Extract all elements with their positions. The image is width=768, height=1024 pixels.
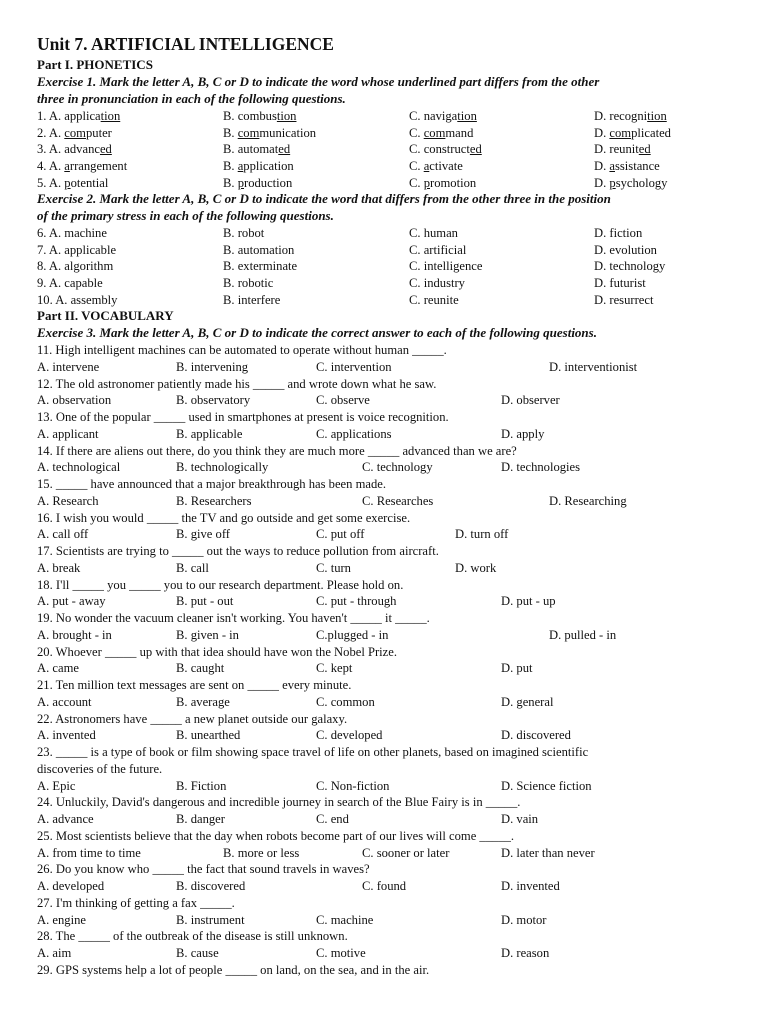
option-9-c: C. industry bbox=[409, 276, 465, 291]
option-26-d: D. invented bbox=[501, 879, 560, 893]
option-22-d: D. discovered bbox=[501, 728, 571, 743]
option-17-a: A. break bbox=[37, 560, 81, 575]
question-24: 24. Unluckily, David's dangerous and incredible journey in search of the Blue Fairy is in _____. bbox=[37, 795, 521, 810]
option-24-a: A. advance bbox=[37, 812, 94, 826]
question-28: 28. The _____ of the outbreak of the disease is still unknown. bbox=[37, 929, 348, 944]
question-17: 17. Scientists are trying to _____ out the ways to reduce pollution from aircraft. bbox=[37, 544, 439, 558]
option-24-c: C. end bbox=[316, 812, 349, 826]
option-14-b: B. technologically bbox=[176, 460, 269, 475]
option-15-d: D. Researching bbox=[549, 493, 627, 508]
option-19-b: B. given - in bbox=[176, 627, 239, 642]
option-27-a: A. engine bbox=[37, 912, 86, 927]
exercise-1-instruction-line1: Exercise 1. Mark the letter A, B, C or D to indicate the word whose underlined part differs from the other bbox=[37, 74, 600, 89]
option-7-d: D. evolution bbox=[594, 242, 657, 257]
option-12-a: A. observation bbox=[37, 393, 112, 408]
question-12: 12. The old astronomer patiently made his _____ and wrote down what he saw. bbox=[37, 376, 437, 391]
exercise-1-instruction-line2: three in pronunciation in each of the following questions. bbox=[37, 91, 346, 106]
option-11-c: C. intervention bbox=[316, 359, 392, 374]
option-13-b: B. applicable bbox=[176, 426, 243, 441]
option-19-c: C.plugged - in bbox=[316, 627, 389, 642]
question-16: 16. I wish you would _____ the TV and go outside and get some exercise. bbox=[37, 510, 411, 525]
option-22-c: C. developed bbox=[316, 728, 383, 743]
option-9-a: 9. A. capable bbox=[37, 276, 103, 291]
option-20-a: A. came bbox=[37, 661, 79, 676]
option-25-b: B. more or less bbox=[223, 845, 300, 860]
option-4-b: B. application bbox=[223, 159, 294, 174]
option-5-a: 5. A. potential bbox=[37, 175, 109, 190]
option-6-d: D. fiction bbox=[594, 226, 643, 240]
option-21-d: D. general bbox=[501, 694, 554, 709]
option-10-a: 10. A. assembly bbox=[37, 292, 118, 307]
page-title: Unit 7. ARTIFICIAL INTELLIGENCE bbox=[37, 34, 334, 54]
option-18-a: A. put - away bbox=[37, 594, 106, 609]
option-24-b: B. danger bbox=[176, 812, 225, 826]
option-7-b: B. automation bbox=[223, 242, 295, 257]
option-5-b: B. production bbox=[223, 175, 293, 190]
option-4-a: 4. A. arrangement bbox=[37, 159, 128, 174]
option-16-c: C. put off bbox=[316, 527, 365, 542]
option-1-a: 1. A. application bbox=[37, 109, 121, 123]
option-24-d: D. vain bbox=[501, 812, 539, 826]
option-8-b: B. exterminate bbox=[223, 259, 298, 274]
option-10-b: B. interfere bbox=[223, 292, 281, 307]
option-23-b: B. Fiction bbox=[176, 778, 227, 793]
option-15-a: A. Research bbox=[37, 493, 99, 508]
option-16-a: A. call off bbox=[37, 527, 89, 542]
option-12-c: C. observe bbox=[316, 393, 370, 408]
option-3-a: 3. A. advanced bbox=[37, 142, 112, 157]
option-13-d: D. apply bbox=[501, 426, 545, 441]
question-14: 14. If there are aliens out there, do you think they are much more _____ advanced than we are? bbox=[37, 443, 517, 458]
option-23-a: A. Epic bbox=[37, 778, 76, 793]
question-21: 21. Ten million text messages are sent on _____ every minute. bbox=[37, 678, 352, 692]
option-1-b: B. combustion bbox=[223, 109, 297, 123]
option-1-d: D. recognition bbox=[594, 109, 667, 123]
option-11-a: A. intervene bbox=[37, 359, 100, 374]
question-20: 20. Whoever _____ up with that idea should have won the Nobel Prize. bbox=[37, 644, 398, 659]
exercise-2-instruction-line1: Exercise 2. Mark the letter A, B, C or D to indicate the word that differs from the other three in the position bbox=[37, 191, 611, 206]
option-25-d: D. later than never bbox=[501, 845, 595, 860]
option-12-b: B. observatory bbox=[176, 393, 251, 408]
question-27: 27. I'm thinking of getting a fax _____. bbox=[37, 895, 235, 910]
question-15: 15. _____ have announced that a major breakthrough has been made. bbox=[37, 477, 387, 491]
option-20-b: B. caught bbox=[176, 661, 225, 676]
question-11: 11. High intelligent machines can be automated to operate without human _____. bbox=[37, 343, 447, 357]
option-14-d: D. technologies bbox=[501, 460, 581, 475]
option-20-c: C. kept bbox=[316, 661, 353, 676]
option-8-d: D. technology bbox=[594, 259, 666, 274]
option-18-b: B. put - out bbox=[176, 594, 234, 609]
option-23-d: D. Science fiction bbox=[501, 778, 592, 793]
option-4-c: C. activate bbox=[409, 159, 463, 174]
option-8-a: 8. A. algorithm bbox=[37, 259, 114, 274]
option-19-d: D. pulled - in bbox=[549, 627, 617, 642]
option-28-d: D. reason bbox=[501, 946, 550, 960]
option-14-c: C. technology bbox=[362, 460, 433, 475]
option-6-c: C. human bbox=[409, 226, 458, 240]
option-18-d: D. put - up bbox=[501, 594, 556, 609]
option-27-d: D. motor bbox=[501, 912, 547, 927]
question-23-cont: discoveries of the future. bbox=[37, 761, 163, 776]
option-26-c: C. found bbox=[362, 879, 407, 893]
option-25-c: C. sooner or later bbox=[362, 845, 450, 860]
option-2-d: D. complicated bbox=[594, 125, 671, 140]
option-5-d: D. psychology bbox=[594, 175, 668, 190]
option-13-a: A. applicant bbox=[37, 426, 99, 441]
option-19-a: A. brought - in bbox=[37, 627, 112, 642]
option-21-a: A. account bbox=[37, 694, 92, 709]
option-17-b: B. call bbox=[176, 560, 209, 575]
option-8-c: C. intelligence bbox=[409, 259, 483, 274]
option-7-a: 7. A. applicable bbox=[37, 242, 117, 257]
option-2-a: 2. A. computer bbox=[37, 125, 112, 140]
option-15-c: C. Researches bbox=[362, 493, 434, 508]
option-6-a: 6. A. machine bbox=[37, 226, 107, 240]
question-13: 13. One of the popular _____ used in smartphones at present is voice recognition. bbox=[37, 410, 449, 424]
option-22-a: A. invented bbox=[37, 728, 96, 743]
exercise-3-instruction: Exercise 3. Mark the letter A, B, C or D to indicate the correct answer to each of the following questions. bbox=[37, 325, 597, 340]
option-9-d: D. futurist bbox=[594, 276, 646, 291]
option-12-d: D. observer bbox=[501, 393, 560, 408]
option-11-d: D. interventionist bbox=[549, 359, 638, 374]
option-16-b: B. give off bbox=[176, 527, 230, 542]
option-15-b: B. Researchers bbox=[176, 493, 252, 508]
question-22: 22. Astronomers have _____ a new planet outside our galaxy. bbox=[37, 711, 348, 726]
question-29: 29. GPS systems help a lot of people _____ on land, on the sea, and in the air. bbox=[37, 962, 430, 977]
option-10-c: C. reunite bbox=[409, 292, 459, 307]
exercise-2-instruction-line2: of the primary stress in each of the following questions. bbox=[37, 208, 334, 223]
option-1-c: C. navigation bbox=[409, 109, 477, 123]
option-2-c: C. command bbox=[409, 125, 474, 140]
option-5-c: C. promotion bbox=[409, 175, 477, 190]
option-14-a: A. technological bbox=[37, 460, 121, 475]
part-phonetics-heading: Part I. PHONETICS bbox=[37, 57, 153, 72]
option-26-b: B. discovered bbox=[176, 879, 246, 893]
option-22-b: B. unearthed bbox=[176, 728, 241, 743]
question-18: 18. I'll _____ you _____ you to our research department. Please hold on. bbox=[37, 577, 404, 592]
option-27-c: C. machine bbox=[316, 912, 374, 927]
option-28-b: B. cause bbox=[176, 946, 219, 960]
option-26-a: A. developed bbox=[37, 879, 105, 893]
question-25: 25. Most scientists believe that the day when robots become part of our lives will come _____. bbox=[37, 828, 515, 843]
option-10-d: D. resurrect bbox=[594, 292, 654, 307]
option-18-c: C. put - through bbox=[316, 594, 397, 609]
option-13-c: C. applications bbox=[316, 426, 392, 441]
option-9-b: B. robotic bbox=[223, 276, 274, 291]
option-21-c: C. common bbox=[316, 694, 375, 709]
question-19: 19. No wonder the vacuum cleaner isn't working. You haven't _____ it _____. bbox=[37, 611, 430, 625]
option-3-b: B. automated bbox=[223, 142, 291, 157]
option-2-b: B. communication bbox=[223, 125, 317, 140]
option-23-c: C. Non-fiction bbox=[316, 778, 390, 793]
option-11-b: B. intervening bbox=[176, 359, 249, 374]
option-7-c: C. artificial bbox=[409, 242, 467, 257]
option-6-b: B. robot bbox=[223, 226, 265, 240]
question-23: 23. _____ is a type of book or film showing space travel of life on other planets, based on imagined scientific bbox=[37, 745, 589, 759]
option-28-a: A. aim bbox=[37, 946, 72, 960]
option-17-d: D. work bbox=[455, 560, 497, 575]
option-27-b: B. instrument bbox=[176, 912, 245, 927]
option-16-d: D. turn off bbox=[455, 527, 509, 542]
option-17-c: C. turn bbox=[316, 560, 351, 575]
part-vocabulary-heading: Part II. VOCABULARY bbox=[37, 308, 174, 323]
option-21-b: B. average bbox=[176, 694, 230, 709]
option-28-c: C. motive bbox=[316, 946, 366, 960]
option-3-c: C. constructed bbox=[409, 142, 482, 157]
question-26: 26. Do you know who _____ the fact that sound travels in waves? bbox=[37, 862, 370, 877]
option-25-a: A. from time to time bbox=[37, 845, 141, 860]
option-3-d: D. reunited bbox=[594, 142, 651, 157]
option-20-d: D. put bbox=[501, 661, 533, 676]
option-4-d: D. assistance bbox=[594, 159, 660, 174]
